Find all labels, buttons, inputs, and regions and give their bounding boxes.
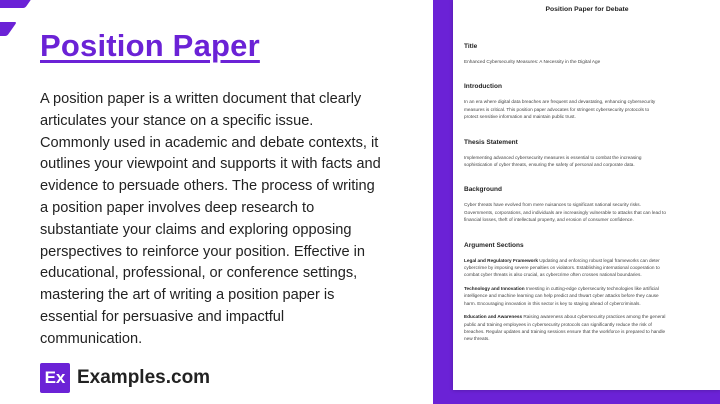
paper-section — [464, 139, 720, 169]
paper-section — [464, 186, 720, 223]
brand-name: Examples.com — [77, 367, 211, 388]
paper-section-line: Enhanced Cybersecurity Measures: A Necessity in the Digital Age — [464, 59, 601, 64]
argument-text: Raising awareness about cybersecurity practices among the general — [522, 314, 666, 320]
argument-line: breaches. Regular updates and training sessions ensure that the workforce is prepared to handle — [464, 328, 666, 334]
argument-line: combat cyber threats is also crucial, as cybercrime often crosses national boundaries. — [464, 272, 642, 278]
argument-first-line — [464, 313, 720, 320]
paper-section-line: In an era where digital data breaches are frequent and devastating, enhancing cybersecurity — [464, 99, 656, 105]
paper-section-heading: Thesis Statement — [464, 138, 518, 146]
brand-link[interactable] — [40, 363, 210, 393]
paper-section — [464, 43, 720, 65]
argument-line: new threats. — [464, 336, 490, 342]
argument-label: Technology and Innovation — [464, 285, 525, 291]
argument-text: Investing in cutting-edge cybersecurity technologies like artificial — [524, 285, 659, 291]
paper-section — [464, 83, 720, 120]
paper-section-heading: Background — [464, 186, 502, 194]
paper-section-line: Governments, corporations, and individuals are increasingly vulnerable to attacks that can lead to — [464, 209, 666, 215]
paper-section-line: Implementing advanced cybersecurity measures is essential to combat the increasing — [464, 154, 642, 160]
paper-section-line: Cyber threats have evolved from mere nuisances to significant national security risks. — [464, 202, 641, 208]
paper-section-line: sophistication of cyber threats, ensuring the safety of personal and corporate data. — [464, 162, 635, 168]
argument-line: cybercrime by imposing severe penalties on violators. Establishing international cooperation to — [464, 265, 660, 271]
argument-line: public and training employees in cybersecurity protocols can significantly reduce the risk of — [464, 321, 652, 327]
description-text: A position paper is a written document that clearly articulates your stance on a specific issue. Commonly used in academic and debate contexts, it outlines your viewpoint and supports it with facts and evidence to persuade others. The process of writing a position paper involves deep research to substantiate your claims and exploring opposing perspectives to reinforce your position. Effective in educational, professional, or conference settings, mastering the art of writing a position paper is essential for persuasive and impactful communication. — [40, 91, 381, 347]
argument-label: Legal and Regulatory Framework — [464, 257, 538, 263]
paper-section-line: measures is critical. This position paper advocates for stringent cybersecurity protocols to — [464, 106, 650, 112]
argument-first-line — [464, 285, 720, 292]
paper-section-heading: Introduction — [464, 83, 502, 91]
paper-title: Position Paper for Debate — [545, 6, 629, 13]
decor-stripe-middle — [0, 22, 17, 36]
paper-section-line: protect sensitive information and maintain public trust. — [464, 114, 576, 120]
argument-item — [464, 285, 720, 307]
paper-preview — [453, 0, 720, 390]
argument-text: Updating and enforcing robust legal frameworks can deter — [537, 257, 660, 263]
decor-stripe-top — [0, 0, 35, 8]
argument-first-line — [464, 257, 720, 264]
paper-section-heading: Title — [464, 43, 478, 50]
argument-item — [464, 257, 720, 279]
argument-label: Education and Awareness — [464, 314, 523, 320]
argument-line: harm. Encouraging innovation in this sector is key to staying ahead of cybercriminals. — [464, 300, 641, 306]
argument-item — [464, 313, 720, 343]
argument-line: intelligence and machine learning can help predict and thwart cyber attacks before they cause — [464, 293, 659, 299]
paper-section-line: financial losses, theft of intellectual property, and erosion of consumer confidence. — [464, 217, 634, 223]
brand-logo-icon: Ex — [40, 363, 70, 393]
page-title: Position Paper — [40, 28, 260, 63]
arguments-heading: Argument Sections — [464, 241, 524, 249]
